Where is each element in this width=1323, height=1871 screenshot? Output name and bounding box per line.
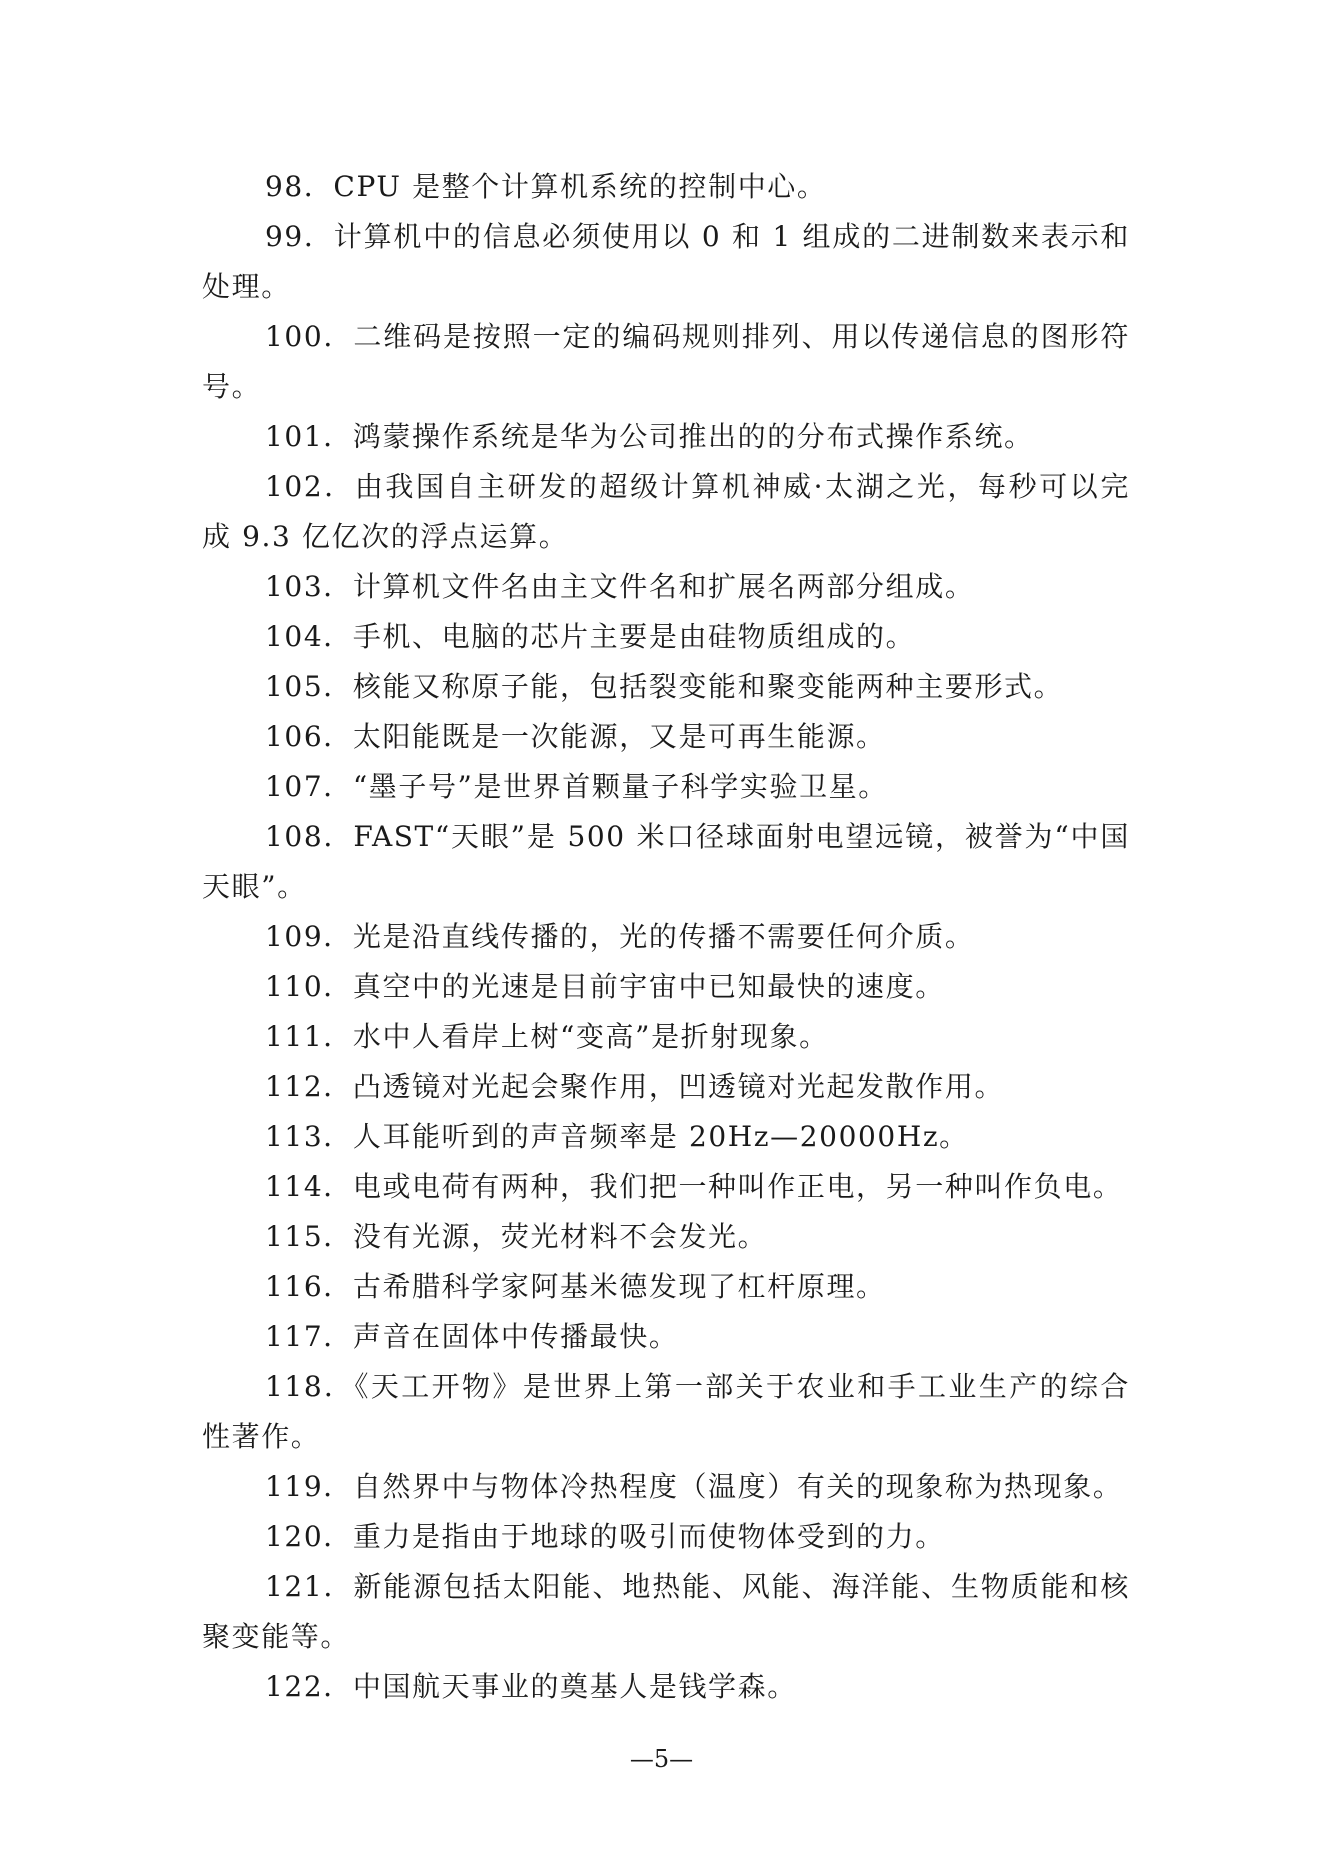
statement-item: 104．手机、电脑的芯片主要是由硅物质组成的。 [265, 620, 916, 653]
statement-item: 121．新能源包括太阳能、地热能、风能、海洋能、生物质能和核聚变能等。 [202, 1570, 1130, 1653]
statement-item: 114．电或电荷有两种，我们把一种叫作正电，另一种叫作负电。 [265, 1170, 1123, 1203]
statement-list [202, 162, 1130, 1712]
statement-item: 108．FAST“天眼”是 500 米口径球面射电望远镜，被誉为“中国天眼”。 [202, 820, 1130, 903]
statement-item: 105．核能又称原子能，包括裂变能和聚变能两种主要形式。 [265, 670, 1064, 703]
statement-item: 101．鸿蒙操作系统是华为公司推出的的分布式操作系统。 [265, 420, 1034, 453]
page-number: —5— [629, 1745, 694, 1773]
statement-item: 102．由我国自主研发的超级计算机神威·太湖之光，每秒可以完成 9.3 亿亿次的浮点运算。 [202, 470, 1130, 553]
statement-item: 103．计算机文件名由主文件名和扩展名两部分组成。 [265, 570, 975, 603]
statement-item: 110．真空中的光速是目前宇宙中已知最快的速度。 [265, 970, 945, 1003]
statement-item: 109．光是沿直线传播的，光的传播不需要任何介质。 [265, 920, 975, 953]
statement-item: 106．太阳能既是一次能源，又是可再生能源。 [265, 720, 886, 753]
statement-item: 111．水中人看岸上树“变高”是折射现象。 [265, 1020, 829, 1053]
statement-item: 107．“墨子号”是世界首颗量子科学实验卫星。 [265, 770, 888, 803]
statement-item: 113．人耳能听到的声音频率是 20Hz—20000Hz。 [265, 1120, 969, 1153]
statement-item: 120．重力是指由于地球的吸引而使物体受到的力。 [265, 1520, 945, 1553]
statement-item: 119．自然界中与物体冷热程度（温度）有关的现象称为热现象。 [265, 1470, 1123, 1503]
statement-item: 118．《天工开物》是世界上第一部关于农业和手工业生产的综合性著作。 [202, 1370, 1130, 1453]
statement-item: 98．CPU 是整个计算机系统的控制中心。 [265, 170, 827, 203]
statement-item: 115．没有光源，荧光材料不会发光。 [265, 1220, 768, 1253]
statement-item: 116．古希腊科学家阿基米德发现了杠杆原理。 [265, 1270, 886, 1303]
statement-item: 112．凸透镜对光起会聚作用，凹透镜对光起发散作用。 [265, 1070, 1005, 1103]
statement-item: 122．中国航天事业的奠基人是钱学森。 [265, 1670, 797, 1703]
statement-item: 100．二维码是按照一定的编码规则排列、用以传递信息的图形符号。 [202, 320, 1130, 403]
statement-item: 117．声音在固体中传播最快。 [265, 1320, 679, 1353]
statement-item: 99．计算机中的信息必须使用以 0 和 1 组成的二进制数来表示和处理。 [202, 220, 1130, 303]
